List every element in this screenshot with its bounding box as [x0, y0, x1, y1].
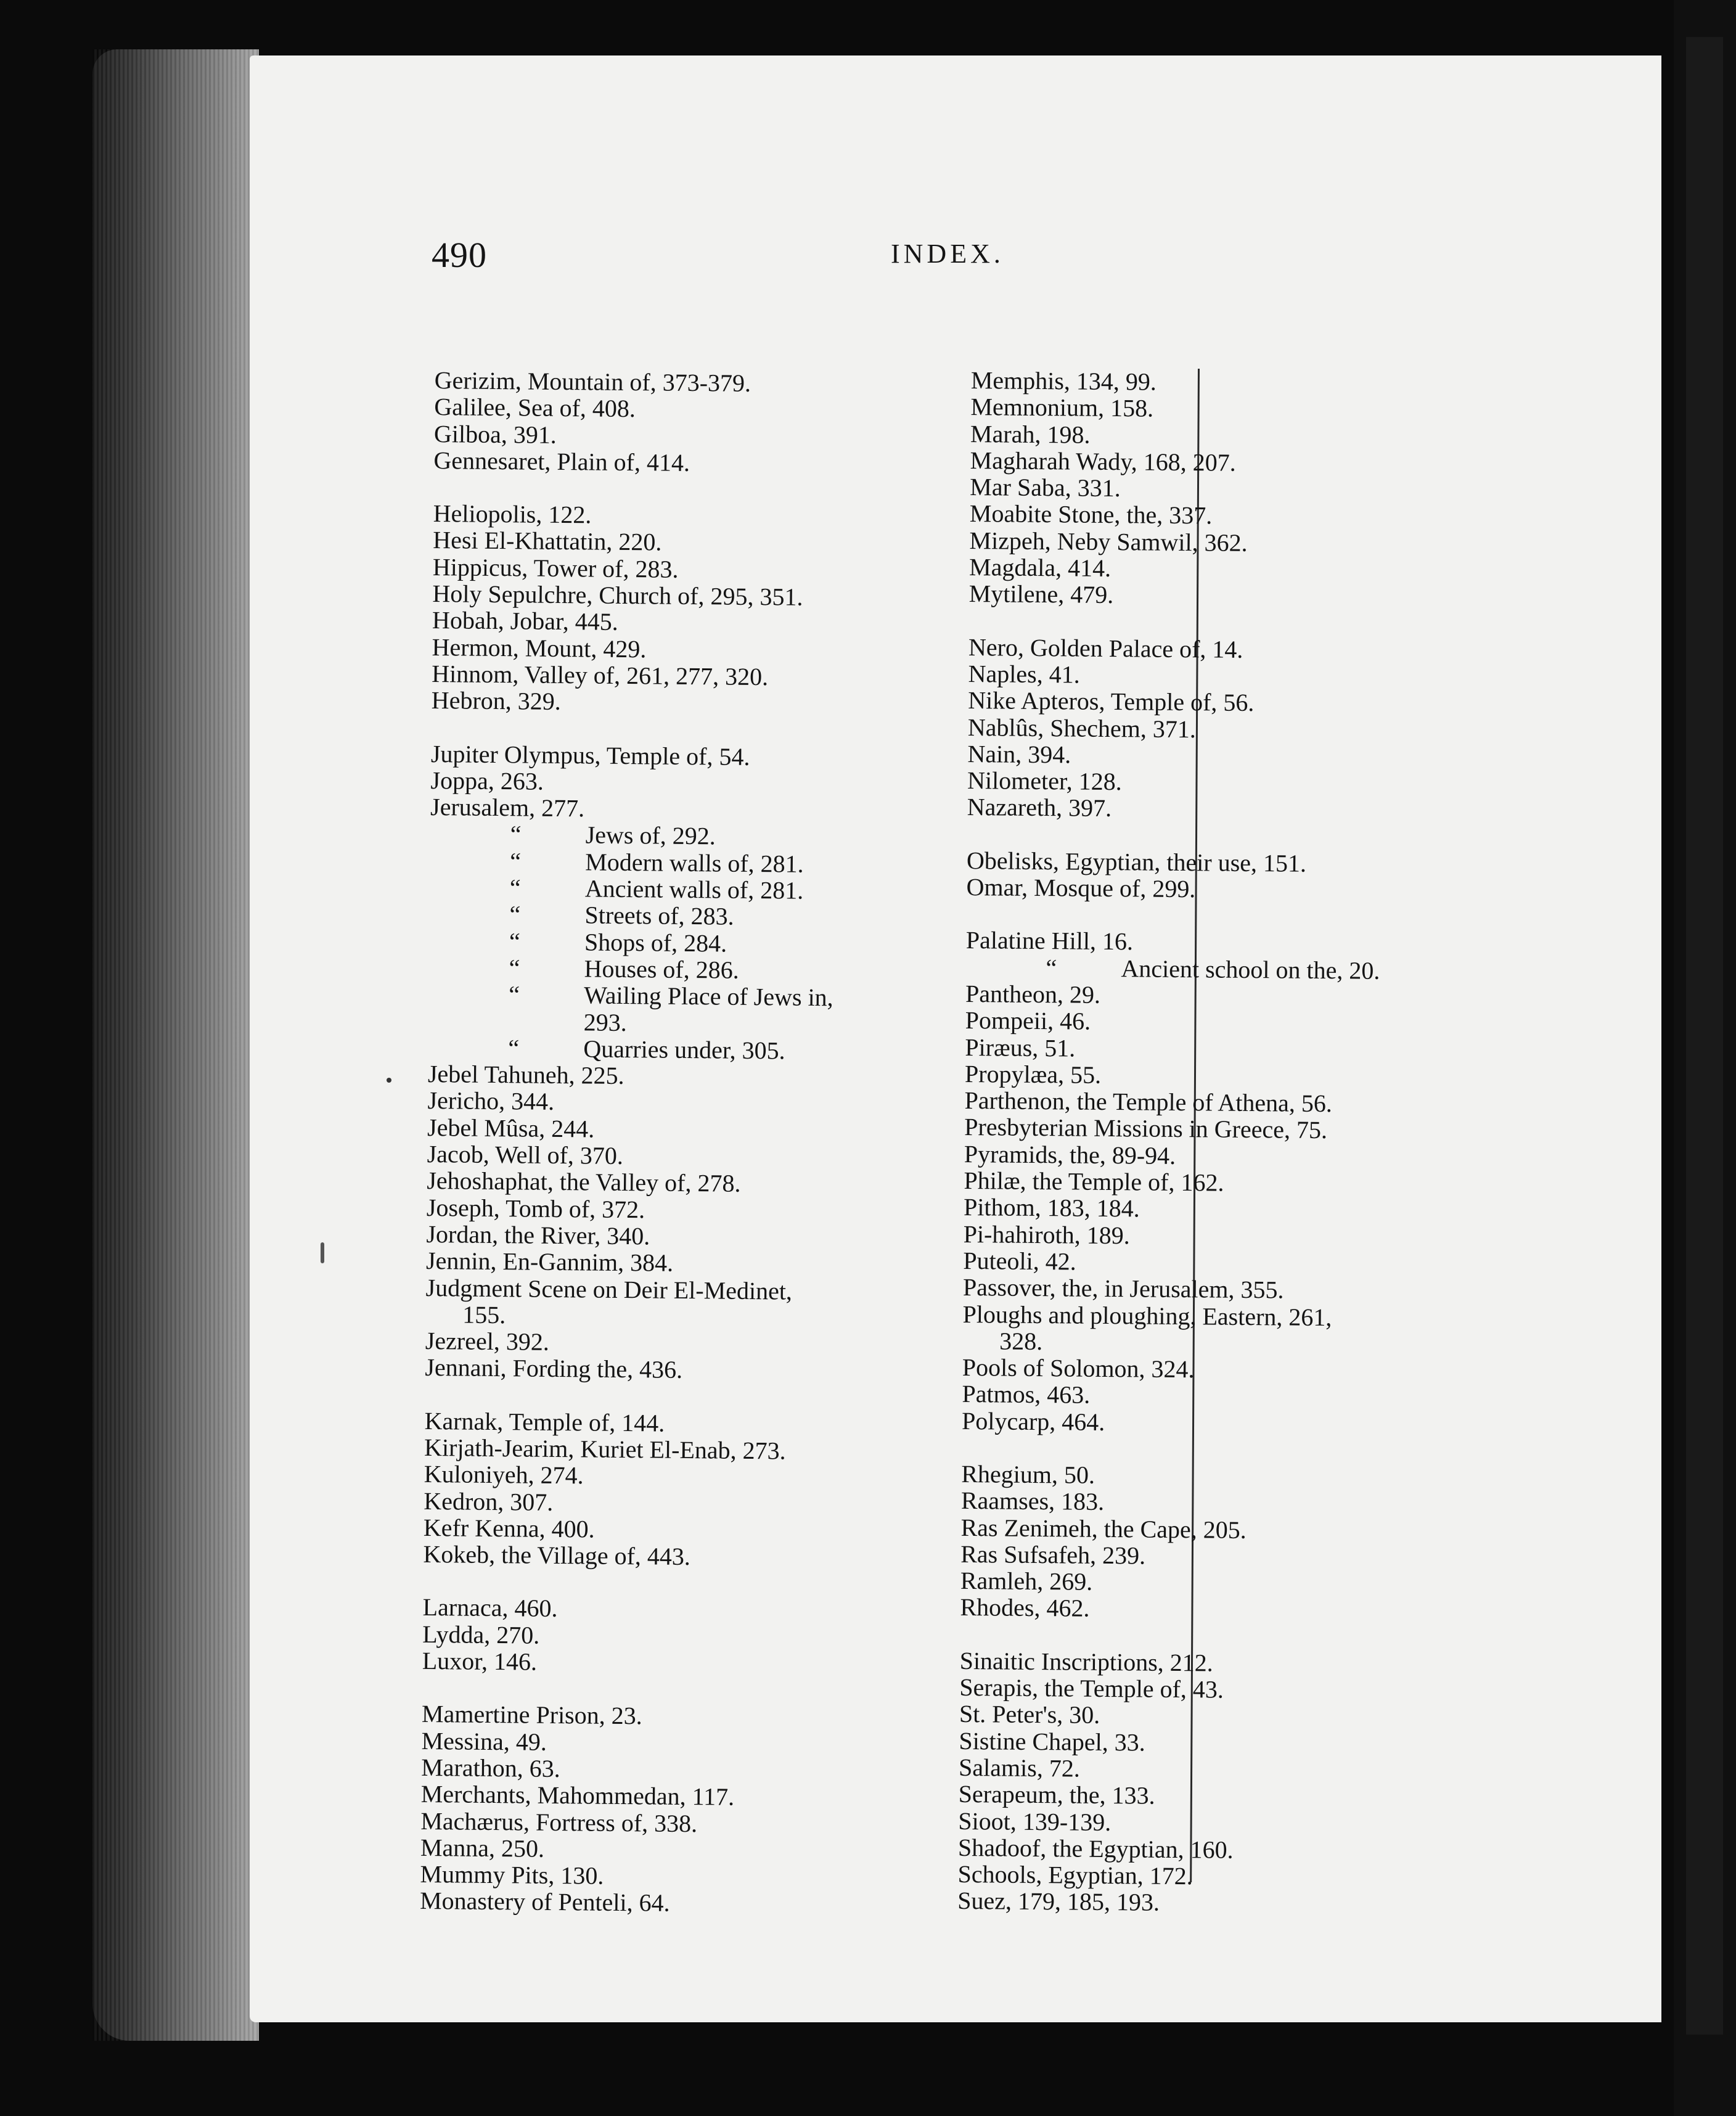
index-entry: Magharah Wady, 168, 207.: [970, 446, 1236, 477]
index-entry: St. Peter's, 30.: [959, 1700, 1100, 1729]
index-entry: Kokeb, the Village of, 443.: [423, 1540, 691, 1571]
ditto-mark: “: [509, 874, 521, 902]
subentry-text: Modern walls of, 281.: [585, 848, 804, 878]
index-entry: Raamses, 183.: [960, 1487, 1105, 1516]
running-head: INDEX.: [891, 239, 1004, 269]
index-entry: Jordan, the River, 340.: [426, 1220, 650, 1250]
index-entry: Schools, Egyptian, 172.: [957, 1860, 1193, 1890]
index-entry: Pyramids, the, 89-94.: [964, 1139, 1176, 1170]
index-entry: Passover, the, in Jerusalem, 355.: [962, 1273, 1284, 1304]
index-page: [250, 55, 1661, 2022]
index-entry: Memnonium, 158.: [970, 393, 1154, 422]
page-header: [250, 234, 1661, 284]
index-entry: Jericho, 344.: [427, 1086, 555, 1116]
index-entry: Ras Zenimeh, the Cape, 205.: [960, 1513, 1247, 1544]
index-entry: Kedron, 307.: [424, 1487, 554, 1516]
page-number: 490: [432, 235, 487, 275]
index-subentry: [965, 954, 1656, 986]
index-entry: Nilometer, 128.: [967, 766, 1122, 796]
subentry-text: Wailing Place of Jews in,: [584, 981, 833, 1012]
index-entry: Propylæa, 55.: [964, 1059, 1102, 1089]
index-entry: Salamis, 72.: [958, 1753, 1081, 1782]
index-entry: Hippicus, Tower of, 283.: [432, 552, 679, 583]
index-entry: Rhodes, 462.: [960, 1593, 1090, 1623]
index-entry: Marathon, 63.: [420, 1753, 560, 1783]
index-entry: Jupiter Olympus, Temple of, 54.: [430, 739, 750, 771]
ditto-mark: “: [509, 900, 521, 929]
index-entry: Naples, 41.: [968, 659, 1080, 689]
index-entry: Heliopolis, 122.: [433, 499, 592, 529]
subentry-text: Quarries under, 305.: [583, 1035, 785, 1065]
index-entry: Kirjath-Jearim, Kuriet El-Enab, 273.: [424, 1433, 786, 1465]
index-entry: Nero, Golden Palace of, 14.: [968, 633, 1243, 663]
index-entry: Ploughs and ploughing, Eastern, 261,: [962, 1300, 1332, 1331]
index-entry: Monastery of Penteli, 64.: [419, 1887, 670, 1917]
index-column-right: [957, 367, 1661, 1920]
index-entry: Ramleh, 269.: [960, 1567, 1093, 1596]
index-entry: Rhegium, 50.: [961, 1459, 1095, 1489]
index-entry: Kuloniyeh, 274.: [424, 1460, 584, 1490]
facing-page-edge: [1674, 0, 1736, 2116]
index-entry: Jebel Mûsa, 244.: [427, 1113, 595, 1143]
index-entry: Manna, 250.: [420, 1833, 545, 1863]
index-entry: Moabite Stone, the, 337.: [969, 499, 1213, 530]
ditto-mark: “: [509, 927, 521, 956]
index-entry: Joseph, Tomb of, 372.: [426, 1193, 645, 1223]
index-entry: Lydda, 270.: [422, 1620, 540, 1649]
subentry-text: Houses of, 286.: [584, 954, 739, 984]
index-entry: Pithom, 183, 184.: [963, 1193, 1140, 1223]
index-entry: Sioot, 139-139.: [958, 1806, 1112, 1836]
index-entry: Hinnom, Valley of, 261, 277, 320.: [432, 659, 769, 691]
index-entry: Philæ, the Temple of, 162.: [964, 1166, 1224, 1197]
index-entry: Joppa, 263.: [430, 766, 544, 795]
index-entry: Marah, 198.: [970, 419, 1091, 449]
index-entry: Hesi El-Khattatin, 220.: [433, 526, 662, 557]
index-entry: Ras Sufsafeh, 239.: [960, 1540, 1146, 1570]
index-entry-continuation: 155.: [462, 1300, 506, 1329]
index-entry: Jezreel, 392.: [425, 1327, 550, 1356]
index-entry: Mamertine Prison, 23.: [421, 1700, 642, 1730]
ditto-mark: “: [510, 847, 522, 876]
index-entry: Gennesaret, Plain of, 414.: [433, 446, 690, 477]
index-entry: Kefr Kenna, 400.: [423, 1513, 595, 1543]
ditto-mark: “: [1046, 953, 1057, 982]
index-entry: Pantheon, 29.: [965, 979, 1101, 1009]
index-entry: Luxor, 146.: [422, 1646, 538, 1676]
index-entry: Jennin, En-Gannim, 384.: [425, 1247, 674, 1277]
index-entry: Machærus, Fortress of, 338.: [420, 1806, 698, 1837]
index-subentry-continuation: 293.: [583, 1007, 628, 1036]
ditto-mark: “: [509, 980, 520, 1009]
index-entry: Nazareth, 397.: [967, 793, 1112, 822]
index-entry: Suez, 179, 185, 193.: [957, 1887, 1160, 1917]
index-entry: Sistine Chapel, 33.: [959, 1726, 1145, 1757]
index-entry: Holy Sepulchre, Church of, 295, 351.: [432, 580, 803, 611]
index-entry: Puteoli, 42.: [963, 1246, 1076, 1276]
index-entry: Larnaca, 460.: [422, 1593, 558, 1623]
index-entry: Patmos, 463.: [962, 1380, 1091, 1409]
index-entry: Nablûs, Shechem, 371.: [967, 713, 1197, 743]
index-entry: Obelisks, Egyptian, their use, 151.: [966, 846, 1307, 877]
index-entry: Palatine Hill, 16.: [965, 926, 1134, 956]
index-entry: Piræus, 51.: [965, 1033, 1076, 1062]
index-entry: Nike Apteros, Temple of, 56.: [968, 686, 1255, 717]
index-entry-continuation: 328.: [999, 1327, 1043, 1355]
index-entry: Serapeum, the, 133.: [958, 1780, 1155, 1810]
index-entry: Merchants, Mahommedan, 117.: [420, 1780, 735, 1811]
index-entry: Nain, 394.: [967, 739, 1071, 769]
index-entry: Sinaitic Inscriptions, 212.: [959, 1646, 1213, 1677]
index-entry: Jebel Tahuneh, 225.: [427, 1060, 624, 1090]
index-entry: Jehoshaphat, the Valley of, 278.: [427, 1167, 741, 1198]
ditto-mark: “: [508, 1034, 520, 1062]
index-entry: Parthenon, the Temple of Athena, 56.: [964, 1086, 1333, 1118]
index-entry: Gilboa, 391.: [433, 419, 557, 449]
index-entry: Shadoof, the Egyptian, 160.: [957, 1833, 1234, 1864]
index-entry: Hebron, 329.: [431, 686, 561, 716]
index-entry: Messina, 49.: [421, 1726, 547, 1756]
ditto-mark: “: [510, 820, 522, 848]
index-entry: Memphis, 134, 99.: [970, 366, 1157, 396]
index-entry: Pi-hahiroth, 189.: [963, 1220, 1130, 1249]
subentry-text: Ancient walls of, 281.: [584, 874, 804, 904]
speck: [387, 1078, 391, 1083]
index-entry: Pools of Solomon, 324.: [962, 1353, 1195, 1384]
book-fore-edge: [92, 49, 259, 2041]
index-entry: Mummy Pits, 130.: [420, 1860, 604, 1890]
index-entry: Galilee, Sea of, 408.: [434, 393, 636, 423]
subentry-text: Shops of, 284.: [584, 928, 727, 958]
index-entry: Gerizim, Mountain of, 373-379.: [434, 366, 751, 397]
subentry-text: Streets of, 283.: [584, 901, 734, 931]
subentry-text: Ancient school on the, 20.: [1121, 954, 1380, 985]
index-entry: Magdala, 414.: [968, 553, 1112, 583]
index-entry: Judgment Scene on Deir El-Medinet,: [425, 1273, 793, 1305]
index-entry: Polycarp, 464.: [961, 1406, 1105, 1436]
index-entry: Jennani, Fording the, 436.: [425, 1353, 683, 1384]
index-entry: Hermon, Mount, 429.: [432, 633, 647, 663]
index-entry: Jacob, Well of, 370.: [427, 1139, 624, 1170]
index-entry: Serapis, the Temple of, 43.: [959, 1673, 1224, 1704]
ditto-mark: “: [509, 954, 520, 982]
index-entry: Mizpeh, Neby Samwil, 362.: [969, 526, 1248, 557]
index-entry: Jerusalem, 277.: [430, 793, 585, 822]
index-entry: Presbyterian Missions in Greece, 75.: [964, 1113, 1328, 1144]
index-entry: Pompeii, 46.: [965, 1006, 1091, 1035]
index-entry: Karnak, Temple of, 144.: [424, 1406, 665, 1437]
index-entry: Hobah, Jobar, 445.: [432, 606, 618, 636]
index-entry: Omar, Mosque of, 299.: [966, 873, 1196, 903]
subentry-text: Jews of, 292.: [585, 821, 716, 850]
index-entry: Mytilene, 479.: [968, 580, 1114, 609]
speck: [321, 1242, 324, 1263]
index-entry: Mar Saba, 331.: [970, 473, 1121, 502]
